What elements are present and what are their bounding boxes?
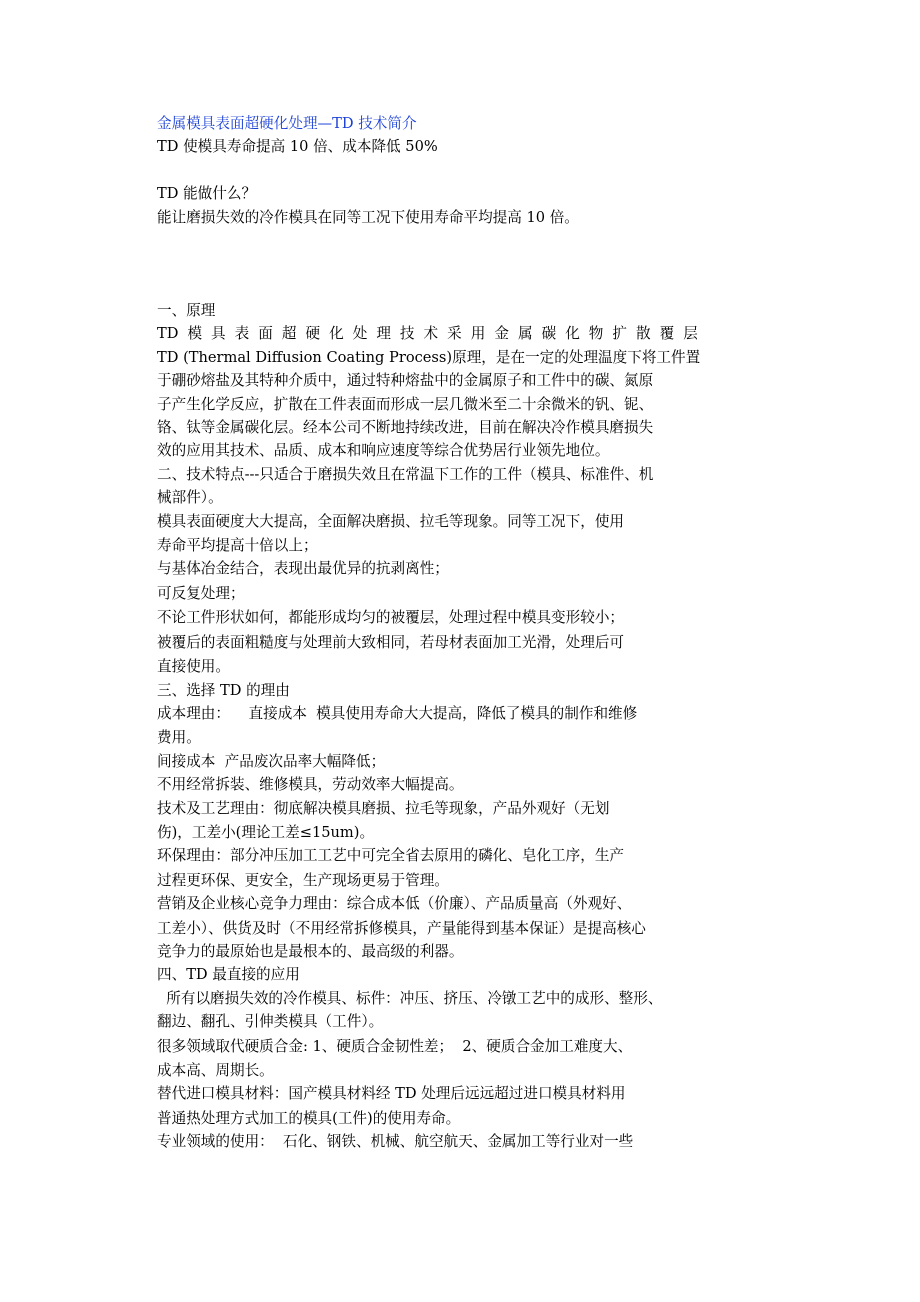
reason-item-cont: 费用。 (157, 729, 201, 747)
feature-item-cont: 直接使用。 (157, 658, 230, 676)
spread-char: 硬 (305, 325, 321, 343)
application-item: 很多领域取代硬质合金: 1、硬质合金韧性差； 2、硬质合金加工难度大、 (157, 1037, 633, 1055)
section-1-line: 铬、钛等金属碳化层。经本公司不断地持续改进，目前在解决冷作模具磨损失 (157, 419, 654, 437)
spread-char: 采 (447, 325, 462, 343)
spacer (157, 159, 705, 182)
document-title: 金属模具表面超硬化处理—TD 技术简介 (157, 115, 417, 132)
section-1-spread-line (157, 322, 698, 345)
section-1-line: 子产生化学反应，扩散在工件表面而形成一层几微米至二十余微米的钒、铌、 (157, 395, 654, 413)
section-2-heading: 二、技术特点---只适合于磨损失效且在常温下工作的工件（模具、标准件、机 (157, 465, 654, 483)
spread-char: TD (157, 325, 179, 343)
application-item-cont: 翻边、翻孔、引伸类模具（工件）。 (157, 1013, 384, 1031)
reason-item-cont: 不用经常拆装、维修模具，劳动效率大幅提高。 (157, 776, 464, 794)
spread-char: 面 (258, 325, 273, 343)
spread-char: 扩 (612, 325, 628, 343)
section-1-line: 于硼砂熔盐及其特种介质中，通过特种熔盐中的金属原子和工件中的碳、氮原 (157, 372, 654, 390)
section-4-heading: 四、TD 最直接的应用 (157, 966, 300, 984)
section-1-line: TD (Thermal Diffusion Coating Process)原理，是在一定的处理温度下将工件置 (157, 348, 701, 366)
spread-char: 理 (376, 325, 391, 343)
spread-char: 具 (211, 325, 226, 343)
spread-char: 物 (588, 325, 604, 343)
spread-char: 化 (565, 325, 580, 343)
feature-item: 被覆后的表面粗糙度与处理前大致相同，若母材表面加工光滑，处理后可 (157, 633, 625, 651)
what-heading: TD 能做什么？ (157, 185, 257, 203)
spread-char: 散 (636, 325, 651, 343)
what-text: 能让磨损失效的冷作模具在同等工况下使用寿命平均提高 10 倍。 (157, 208, 579, 226)
document-subtitle: TD 使模具寿命提高 10 倍、成本降低 50% (157, 138, 438, 156)
feature-item: 可反复处理； (157, 584, 245, 602)
spread-char: 覆 (659, 325, 675, 343)
spread-char: 化 (329, 325, 344, 343)
spread-char: 用 (470, 325, 486, 343)
reason-item: 营销及企业核心竞争力理由：综合成本低（价廉）、产品质量高（外观好、 (157, 895, 632, 913)
spread-char: 技 (399, 325, 415, 343)
spread-char: 金 (494, 325, 509, 343)
spacer (157, 229, 705, 299)
reason-item-cont: 伤)，工差小(理论工差≤15um)。 (157, 823, 375, 841)
section-1-heading: 一、原理 (157, 302, 216, 320)
reason-item: 环保理由：部分冲压加工工艺中可完全省去原用的磷化、皂化工序，生产 (157, 847, 625, 865)
reason-item-cont: 工差小）、供货及时（不用经常拆修模具，产量能得到基本保证）是提高核心 (157, 919, 646, 937)
reason-item-cont: 竞争力的最原始也是最根本的、最高级的利器。 (157, 942, 464, 960)
reason-item-cont: 过程更环保、更安全，生产现场更易于管理。 (157, 871, 449, 889)
section-3-heading: 三、选择 TD 的理由 (157, 681, 290, 699)
reason-item-cont: 间接成本 产品废次品率大幅降低； (157, 752, 386, 770)
spread-char: 术 (423, 325, 439, 343)
spread-char: 模 (187, 325, 203, 343)
spread-char: 碳 (541, 325, 557, 343)
feature-item: 模具表面硬度大大提高，全面解决磨损、拉毛等现象。同等工况下，使用 (157, 512, 625, 530)
spread-char: 属 (517, 325, 533, 343)
section-2-heading-cont: 械部件）。 (157, 489, 223, 507)
feature-item: 不论工件形状如何，都能形成均匀的被覆层，处理过程中模具变形较小； (157, 609, 625, 627)
spread-char: 超 (281, 325, 297, 343)
spread-char: 处 (352, 325, 368, 343)
application-item: 专业领域的使用： 石化、钢铁、机械、航空航天、金属加工等行业对一些 (157, 1133, 634, 1151)
feature-item-cont: 寿命平均提高十倍以上； (157, 537, 318, 555)
spread-char: 表 (234, 325, 250, 343)
reason-item: 技术及工艺理由：彻底解决模具磨损、拉毛等现象，产品外观好（无划 (157, 799, 610, 817)
application-item: 所有以磨损失效的冷作模具、标件：冲压、挤压、冷镦工艺中的成形、整形、 (157, 989, 663, 1007)
feature-item: 与基体冶金结合，表现出最优异的抗剥离性； (157, 560, 449, 578)
reason-item: 成本理由： 直接成本 模具使用寿命大大提高，降低了模具的制作和维修 (157, 704, 638, 722)
application-item-cont: 普通热处理方式加工的模具(工件)的使用寿命。 (157, 1109, 461, 1127)
application-item-cont: 成本高、周期长。 (157, 1062, 274, 1080)
section-1-line: 效的应用其技术、品质、成本和响应速度等综合优势居行业领先地位。 (157, 442, 610, 460)
document-page (157, 112, 705, 1155)
application-item: 替代进口模具材料：国产模具材料经 TD 处理后远远超过进口模具材料用 (157, 1085, 626, 1103)
spread-char: 层 (683, 325, 698, 343)
